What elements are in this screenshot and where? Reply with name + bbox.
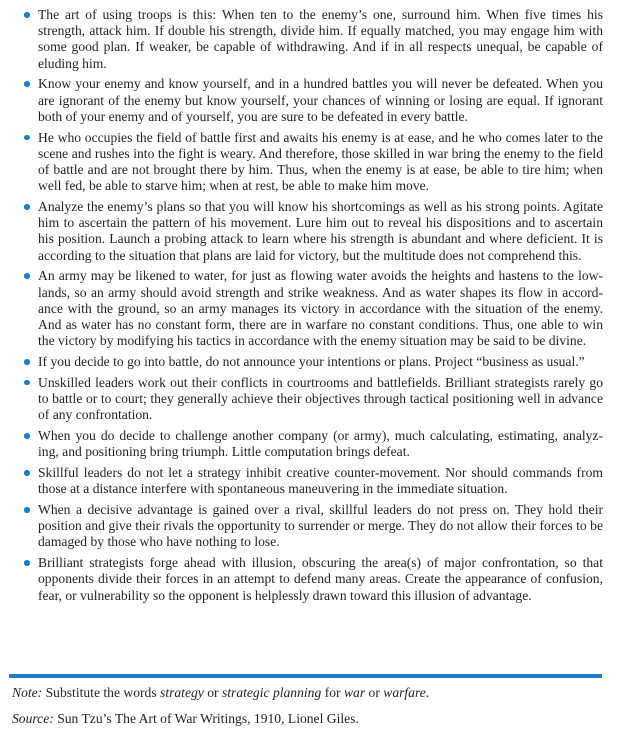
note-end: . [425,685,430,700]
note-or-2: or [368,685,380,700]
bullet-text: Skillful leaders do not let a strategy inhibit creative counter-movement. Nor should commands from those at a distance interfere with spontaneous maneuvering in the immediate situation. [38,465,603,497]
bullet-icon [24,470,30,476]
bullet-icon [24,135,30,141]
list-item [38,268,603,349]
list-item [38,428,603,460]
note-term-strategy: strategy [160,685,204,700]
divider [9,674,602,678]
note-term-war: war [343,685,366,700]
list-item [38,199,603,264]
source-label: Source: [12,711,54,726]
bullet-icon [24,507,30,513]
note-term-warfare: warfare [383,685,426,700]
note-prefix: Substitute the words [45,685,157,700]
list-item [38,354,603,370]
bullet-icon [24,81,30,87]
bullet-text: He who occupies the field of battle first and awaits his enemy is at ease, and he who comes later to the scene and rushes into the fight is weary. And therefore, those skilled in war bring the enemy to the field of battle and are not brought there by him. Thus, when the enemy is at ease, be able to tire him; when well fed, be able to starve him; when at rest, be able to make him move. [38,129,603,194]
source-text: Sun Tzu’s The Art of War Writings, 1910, Lionel Giles. [57,711,359,726]
bullet-text: If you decide to go into battle, do not announce your intentions or plans. Project “business as usual.” [38,354,585,370]
note-for: for [324,685,341,700]
note-term-strategic-planning: strategic planning [221,685,322,700]
bullet-icon [24,273,30,279]
note-line [12,685,429,701]
bullet-text: An army may be likened to water, for just as flowing water avoids the heights and hastens to the low-lands, so an army should avoid strength and strike weakness. And as water shapes its flow in accord-ance with the ground, so an army manages its victory in accordance with the situation of the enemy. And as water has no constant form, there are in warfare no constant conditions. Thus, one able to win the victory by modifying his tactics in accordance with the enemy situation may be said to be divine. [38,268,603,349]
list-item [38,502,603,551]
list-item [38,76,603,125]
bullet-text: Brilliant strategists forge ahead with illusion, obscuring the area(s) of major confrontation, so that opponents divide their forces in an attempt to defend many areas. Create the appearance of confusion, fear, or vulnerability so the opponent is helplessly drawn toward this illusion of advantage. [38,555,603,603]
bullet-icon [24,359,30,365]
list-item [38,7,603,72]
note-label: Note: [12,685,43,700]
source-line [12,711,359,727]
list-item [38,555,603,604]
list-item [38,375,603,424]
bullet-icon [24,433,30,439]
note-or: or [207,685,219,700]
bullet-text: When you do decide to challenge another company (or army), much calculating, estimating, analyz-ing, and positioning bring triumph. Little computation brings defeat. [38,428,603,460]
bullet-icon [24,560,30,566]
bullet-text: Know your enemy and know yourself, and in a hundred battles you will never be defeated. When you are ignorant of the enemy but know yourself, your chances of winning or losing are equal. If ignorant both of your enemy and of yourself, you are sure to be defeated in every battle. [38,76,603,124]
bullet-icon [24,12,30,18]
list-item [38,465,603,497]
list-item [38,130,603,195]
bullet-text: When a decisive advantage is gained over a rival, skillful leaders do not press on. They hold their position and give their rivals the opportunity to surrender or merge. They do not allow their forces to be damaged by those who have nothing to lose. [38,502,603,550]
bullet-text: Unskilled leaders work out their conflicts in courtrooms and battlefields. Brilliant strategists rarely go to battle or to court; they generally achieve their objectives through tactical positioning well in advance of any confrontation. [38,374,603,423]
bullet-text: The art of using troops is this: When ten to the enemy’s one, surround him. When five times his strength, attack him. If double his strength, divide him. If equally matched, you may engage him with some good plan. If weaker, be capable of withdrawing. And if in all respects unequal, be capable of eluding him. [38,7,603,71]
bullet-icon [24,204,30,210]
bullet-icon [24,380,30,386]
bullet-text: Analyze the enemy’s plans so that you will know his shortcomings as well as his strong points. Agitate him to ascertain the pattern of his movement. Lure him out to reveal his dispositions and to ascertain his position. Launch a probing attack to learn where his strength is abundant and where deficient. It is according to the situation that plans are laid for victory, but the multitude does not comprehend this. [38,199,603,263]
